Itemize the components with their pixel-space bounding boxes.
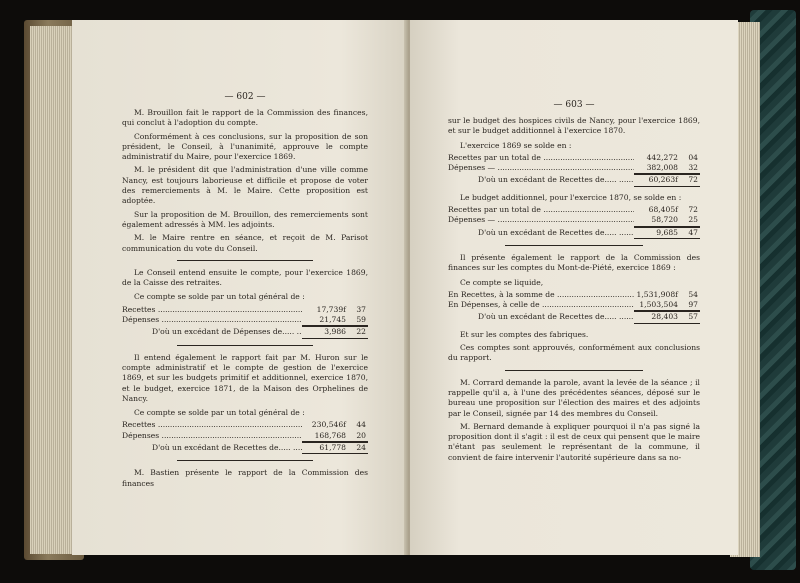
account-row: Dépenses ..... 168,768 20 <box>122 431 368 442</box>
account-row: Recettes par un total de ..... 68,405f 72 <box>448 205 700 215</box>
account-total-row: D'où un excédant de Recettes de..... ..... 61,778 24 <box>122 442 368 454</box>
account-row: Dépenses — ..... 58,720 25 <box>448 215 700 226</box>
account-table <box>122 292 368 338</box>
account-total-row: D'où un excédant de Recettes de..... ..... 60,263f 72 <box>448 174 700 186</box>
account-row: Dépenses ..... 21,745 59 <box>122 315 368 326</box>
page-number: — 603 — <box>553 100 595 110</box>
paragraph: Ces comptes sont approuvés, conformément aux conclusions du rapport. <box>448 343 700 363</box>
paragraph: Conformément à ces conclusions, sur la proposition de son président, le Conseil, à l'unanimité, approuve le compte administratif du Maire, pour l'exercice 1869. <box>122 131 368 162</box>
paragraph: Il présente également le rapport de la Commission des finances sur les comptes du Mont-de-Piété, exercice 1869 : <box>448 252 700 273</box>
account-row: En Dépenses, à celle de ..... 1,503,504 97 <box>448 300 700 311</box>
paragraph: sur le budget des hospices civils de Nancy, pour l'exercice 1869, et sur le budget additionnel à l'exercice 1870. <box>448 116 700 136</box>
paragraph: Le Conseil entend ensuite le compte, pour l'exercice 1869, de la Caisse des retraites. <box>122 267 368 288</box>
account-row: Recettes ..... 230,546f 44 <box>122 420 368 430</box>
section-divider <box>505 370 644 371</box>
account-intro: Ce compte se solde par un total général de : <box>134 408 305 418</box>
section-divider <box>177 460 312 461</box>
account-intro: Ce compte se solde par un total général de : <box>134 292 305 302</box>
account-table <box>448 141 700 187</box>
account-row: Recettes ..... 17,739f 37 <box>122 305 368 315</box>
paragraph: M. le président dit que l'administration d'une ville comme Nancy, est toujours laborieuse et difficile et propose de voter des remerciements à M. le Maire. Cette proposition est adoptée. <box>122 165 368 206</box>
paragraph: M. Bastien présente le rapport de la Commission des finances <box>122 468 368 488</box>
account-row: Recettes par un total de ..... 442,272 04 <box>448 153 700 163</box>
paragraph: M. le Maire rentre en séance, et reçoit de M. Parisot communication du vote du Conseil. <box>122 233 368 253</box>
account-table <box>448 193 700 239</box>
section-divider <box>505 245 644 246</box>
paragraph: Sur la proposition de M. Brouillon, des remerciements sont également adressés à MM. les adjoints. <box>122 209 368 229</box>
paragraph: Il entend également le rapport fait par M. Huron sur le compte administratif et le compte de gestion de l'exercice 1869, et sur les budgets primitif et additionnel, exercice 1870, et le budget, exercice 1871, de la Maison des Orphelines de Nancy. <box>122 352 368 403</box>
section-divider <box>177 260 312 261</box>
account-intro: L'exercice 1869 se solde en : <box>460 140 572 150</box>
account-table <box>122 408 368 454</box>
account-row: En Recettes, à la somme de ..... 1,531,908f 54 <box>448 290 700 300</box>
paragraph: M. Corrard demande la parole, avant la levée de la séance ; il rappelle qu'il a, à l'une des précédentes séances, déposé sur le bureau une proposition sur l'élection des maires et des adjoints par le Conseil, signée par 14 des membres du Conseil. <box>448 377 700 418</box>
paragraph: M. Brouillon fait le rapport de la Commission des finances, qui conclut à l'adoption du compte. <box>122 108 368 128</box>
account-total-row: D'où un excédant de Dépenses de..... ..... 3,986 22 <box>122 326 368 338</box>
account-total-row: D'où un excédant de Recettes de..... ..... 28,403 57 <box>448 311 700 323</box>
account-intro: Ce compte se liquide, <box>460 277 544 287</box>
account-intro: Le budget additionnel, pour l'exercice 1870, se solde en : <box>460 192 682 202</box>
account-row: Dépenses — ..... 382,008 32 <box>448 163 700 174</box>
account-total-row: D'où un excédant de Recettes de..... ..... 9,685 47 <box>448 227 700 239</box>
page-edges-left <box>30 26 78 554</box>
paragraph: Et sur les comptes des fabriques. <box>460 329 589 339</box>
paragraph: M. Bernard demande à expliquer pourquoi il n'a pas signé la proposition dont il s'agit : il est de ceux qui pensent que le maire n'étant pas seulement le représentant de la commune, il convient de faire intervenir l'autorité supérieure dans sa no- <box>448 421 700 462</box>
right-page <box>410 20 738 555</box>
left-page <box>72 20 408 555</box>
page-number: — 602 — <box>224 92 266 102</box>
account-table <box>448 278 700 324</box>
section-divider <box>177 345 312 346</box>
